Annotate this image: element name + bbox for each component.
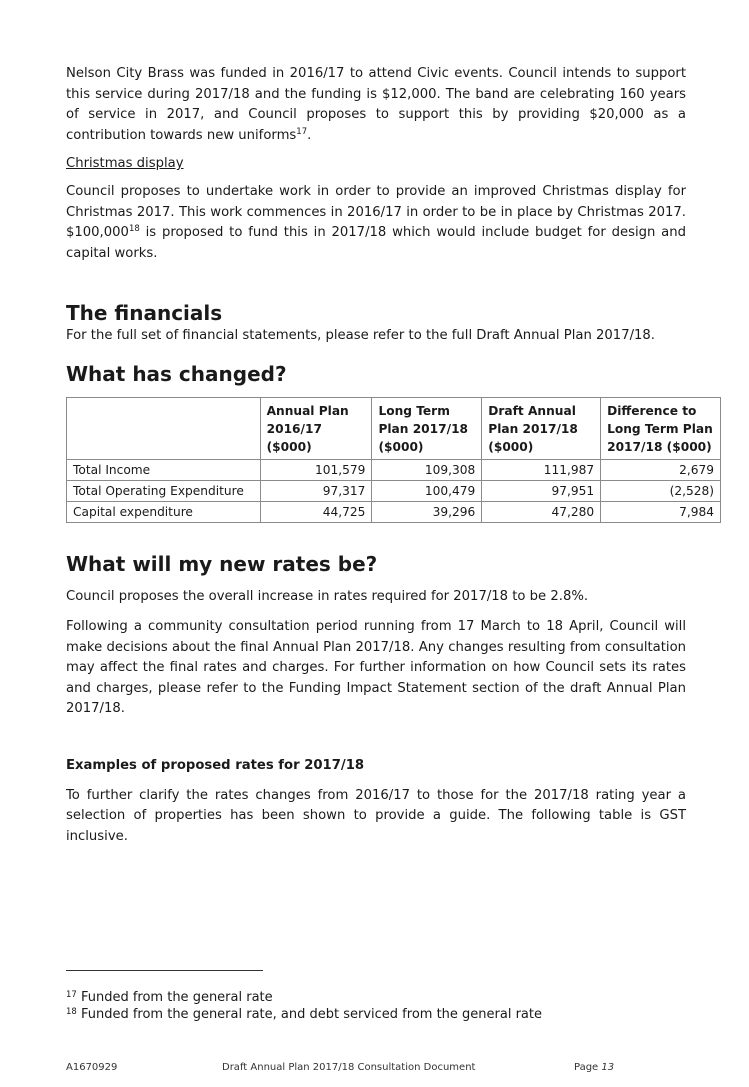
table-cell: 97,317 <box>260 480 372 501</box>
footnote-ref-18[interactable]: 18 <box>128 224 140 234</box>
footnote-17 <box>66 989 273 1006</box>
table-cell: Total Income <box>67 459 261 480</box>
table-header-row <box>67 397 721 459</box>
table-header-cell <box>67 397 261 459</box>
footnote-text: Funded from the general rate, and debt serviced from the general rate <box>76 1007 542 1022</box>
footer-page-number: 13 <box>601 1062 615 1073</box>
footnote-number: 17 <box>66 990 77 1000</box>
footer-title: Draft Annual Plan 2017/18 Consultation Document <box>222 1062 476 1073</box>
brass-end: . <box>307 127 312 143</box>
table-cell: 39,296 <box>372 501 482 522</box>
table-cell: 100,479 <box>372 480 482 501</box>
table-header-cell: Draft Annual Plan 2017/18 ($000) <box>482 397 601 459</box>
table-cell: 109,308 <box>372 459 482 480</box>
table-cell: (2,528) <box>601 480 721 501</box>
christmas-text-b: is proposed to fund this in 2017/18 which would include budget for design and capital works. <box>66 225 686 261</box>
footnote-number: 18 <box>66 1007 77 1017</box>
table-cell: 111,987 <box>482 459 601 480</box>
table-row <box>67 501 721 522</box>
brass-text: Nelson City Brass was funded in 2016/17 to attend Civic events. Council intends to support this service during 2017/18 and the funding is $12,000. The band are celebrating 160 years of service in 2017, and Council proposes to support this by providing $20,000 as a contribution towards new uniforms <box>66 66 686 143</box>
table-header-cell: Long Term Plan 2017/18 ($000) <box>372 397 482 459</box>
table-cell: Total Operating Expenditure <box>67 480 261 501</box>
brass-paragraph <box>66 64 686 146</box>
rates-heading: What will my new rates be? <box>66 551 378 576</box>
footer-doc-id: A1670929 <box>66 1062 118 1073</box>
table-header-cell: Annual Plan 2016/17 ($000) <box>260 397 372 459</box>
changes-table <box>66 397 721 523</box>
examples-heading: Examples of proposed rates for 2017/18 <box>66 757 365 773</box>
rates-paragraph-2: Following a community consultation period running from 17 March to 18 April, Council will make decisions about the final Annual Plan 2017/18. Any changes resulting from consultation may affect the final rates and charges. For further information on how Council sets its rates and charges, please refer to the Funding Impact Statement section of the draft Annual Plan 2017/18. <box>66 619 686 716</box>
footnote-ref-17[interactable]: 17 <box>296 126 308 137</box>
footer-page <box>574 1062 614 1073</box>
table-cell: 2,679 <box>601 459 721 480</box>
examples-text: To further clarify the rates changes from 2016/17 to those for the 2017/18 rating year a selection of properties has been shown to provide a guide. The following table is GST inclusive. <box>66 787 686 844</box>
table-cell: 7,984 <box>601 501 721 522</box>
table-cell: Capital expenditure <box>67 501 261 522</box>
table-cell: 44,725 <box>260 501 372 522</box>
page-content <box>66 64 714 847</box>
financials-text: For the full set of financial statements, please refer to the full Draft Annual Plan 2017/18. <box>66 328 655 343</box>
christmas-heading: Christmas display <box>66 156 184 171</box>
table-row <box>67 459 721 480</box>
christmas-paragraph <box>66 182 686 264</box>
footnote-divider <box>66 970 263 971</box>
footnote-18 <box>66 1006 542 1023</box>
table-cell: 47,280 <box>482 501 601 522</box>
table-row <box>67 480 721 501</box>
christmas-text-a: Council proposes to undertake work in order to provide an improved Christmas display for Christmas 2017. This work commences in 2016/17 in order to be in place by Christmas 2017. $100,000 <box>66 184 686 240</box>
changed-heading: What has changed? <box>66 361 287 386</box>
table-header-cell: Difference to Long Term Plan 2017/18 ($000) <box>601 397 721 459</box>
footer-page-label: Page <box>574 1062 602 1073</box>
table-cell: 97,951 <box>482 480 601 501</box>
footnote-text: Funded from the general rate <box>76 990 273 1005</box>
table-cell: 101,579 <box>260 459 372 480</box>
rates-paragraph-1: Council proposes the overall increase in rates required for 2017/18 to be 2.8%. <box>66 588 589 604</box>
financials-heading: The financials <box>66 301 223 325</box>
